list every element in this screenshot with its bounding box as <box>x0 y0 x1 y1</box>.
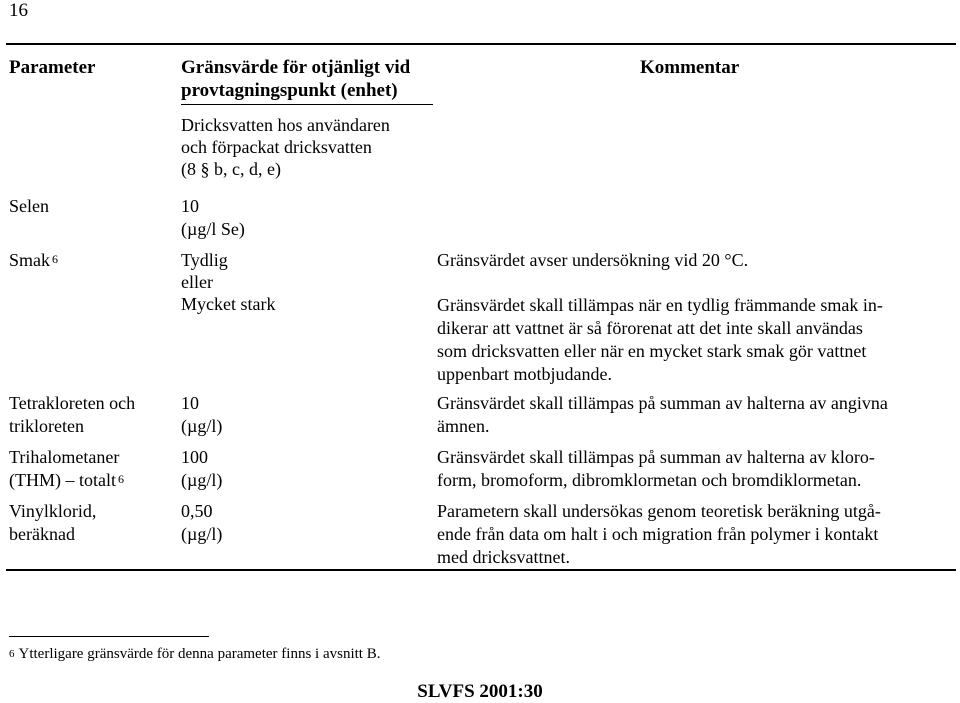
row-thm-parameter-line-1: Trihalometaner <box>9 447 120 467</box>
header-sub-rule <box>181 104 433 105</box>
row-vinylklorid-limit-unit: (µg/l) <box>181 524 223 544</box>
row-smak-limit-line-2: eller <box>181 272 213 292</box>
row-smak-parameter <box>9 249 58 271</box>
footnote-text: Ytterligare gränsvärde för denna parameter finns i avsnitt B. <box>18 646 381 662</box>
row-smak-limit-line-1: Tydlig <box>181 250 228 270</box>
row-vinylklorid-comment-line-2: ende från data om halt i och migration från polymer i kontakt <box>437 524 879 544</box>
table-bottom-rule <box>6 569 956 571</box>
table-top-rule <box>6 43 956 45</box>
header-sub-line-1: Dricksvatten hos användaren <box>181 115 390 135</box>
row-smak-comment-2-line-4: uppenbart motbjudande. <box>437 364 612 384</box>
row-tetrakloreten-comment-line-1: Gränsvärdet skall tillämpas på summan av halterna av angivna <box>437 393 888 413</box>
row-tetrakloreten-limit-unit: (µg/l) <box>181 416 223 436</box>
document-reference: SLVFS 2001:30 <box>417 681 543 702</box>
row-vinylklorid-comment-line-3: med dricksvattnet. <box>437 547 570 567</box>
row-tetrakloreten-parameter-line-1: Tetrakloreten och <box>9 393 136 413</box>
header-sub-line-2: och förpackat dricksvatten <box>181 137 372 157</box>
row-vinylklorid-parameter-line-1: Vinylklorid, <box>9 501 97 521</box>
header-parameter: Parameter <box>9 57 96 78</box>
row-tetrakloreten-comment-line-2: ämnen. <box>437 416 490 436</box>
row-vinylklorid-comment-line-1: Parametern skall undersökas genom teoretisk beräkning utgå- <box>437 501 881 521</box>
footnote-marker: 6 <box>9 648 15 660</box>
row-smak-parameter-text: Smak <box>9 250 51 270</box>
footnote-ref-6-thm: 6 <box>117 472 124 486</box>
row-thm-parameter-text: (THM) – totalt <box>9 470 116 490</box>
row-thm-comment-line-1: Gränsvärdet skall tillämpas på summan av halterna av kloro- <box>437 447 875 467</box>
row-smak-comment-2-line-1: Gränsvärdet skall tillämpas när en tydlig främmande smak in- <box>437 295 883 315</box>
row-tetrakloreten-parameter-line-2: trikloreten <box>9 416 84 436</box>
footnote-rule <box>9 636 209 637</box>
header-limit-line-1: Gränsvärde för otjänligt vid <box>181 57 411 78</box>
row-tetrakloreten-limit-value: 10 <box>181 393 199 413</box>
row-smak-comment-2-line-2: dikerar att vattnet är så förorenat att det inte skall användas <box>437 318 863 338</box>
row-smak-limit-line-3: Mycket stark <box>181 294 276 314</box>
row-selen-limit-value: 10 <box>181 196 199 216</box>
row-selen-limit-unit: (µg/l Se) <box>181 219 245 239</box>
page-number: 16 <box>9 0 28 21</box>
header-comment: Kommentar <box>640 57 740 78</box>
row-selen-parameter: Selen <box>9 196 49 216</box>
row-thm-limit-value: 100 <box>181 447 208 467</box>
row-thm-comment-line-2: form, bromoform, dibromklormetan och bromdiklormetan. <box>437 470 862 490</box>
row-vinylklorid-limit-value: 0,50 <box>181 501 213 521</box>
row-smak-comment-1: Gränsvärdet avser undersökning vid 20 °C. <box>437 250 749 270</box>
footnote-ref-6: 6 <box>52 252 59 266</box>
row-vinylklorid-parameter-line-2: beräknad <box>9 524 75 544</box>
row-smak-comment-2-line-3: som dricksvatten eller när en mycket stark smak gör vattnet <box>437 341 867 361</box>
row-thm-limit-unit: (µg/l) <box>181 470 223 490</box>
header-limit-line-2: provtagningspunkt (enhet) <box>181 80 398 101</box>
footnote <box>9 645 380 663</box>
row-thm-parameter-line-2 <box>9 469 124 491</box>
header-sub-line-3: (8 § b, c, d, e) <box>181 159 281 179</box>
